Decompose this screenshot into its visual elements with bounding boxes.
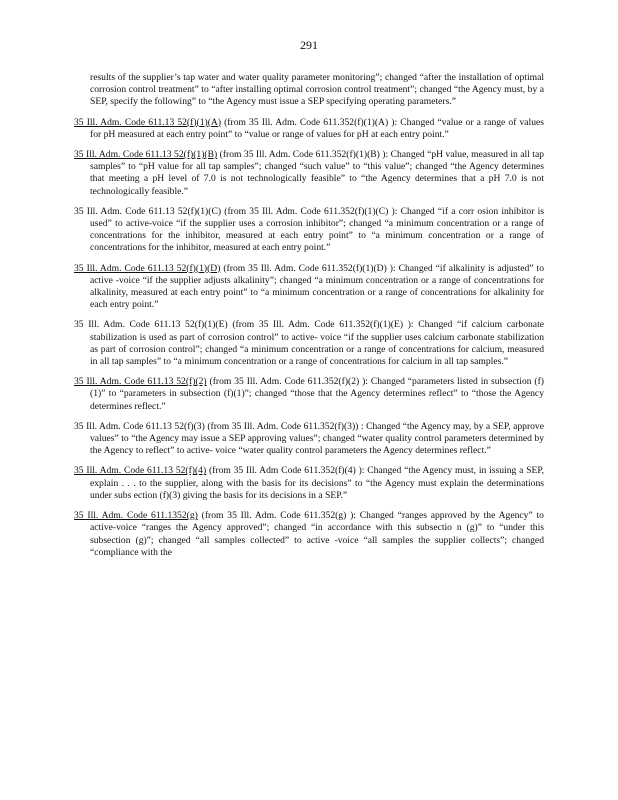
page-number: 291	[300, 38, 318, 52]
paragraph-611-1352-f-1-b	[74, 149, 544, 198]
citation: 35 Ill. Adm. Code 611.13 52(f)(1)(E)	[74, 319, 228, 331]
paragraph-611-1352-f-2	[74, 376, 544, 413]
citation: 35 Ill. Adm. Code 611.1352(g)	[74, 510, 198, 522]
citation: 35 Ill. Adm. Code 611.13 52(f)(1)(C)	[74, 205, 222, 217]
citation: 35 Ill. Adm. Code 611.13 52(f)(4)	[74, 465, 207, 477]
paragraph-611-1352-f-1-a	[74, 117, 544, 141]
citation: 35 Ill. Adm. Code 611.13 52(f)(1)(B)	[74, 149, 218, 161]
paragraph-611-1352-f-1-e	[74, 319, 544, 368]
paragraph-text: results of the supplier’s tap water and water quality parameter monitoring”; changed “after the installation of optimal corrosion control treatment” to “after installing optimal corrosion control treatment”; changed “the Agency must, by a SEP, specify the following” to “the Agency must issue a SEP specifying operating parameters.”	[90, 72, 544, 108]
paragraph-text: (from 35 Ill. Adm. Code 611.352(g) ): Changed “ranges approved by the Agency” to active-voice “ranges the Agency approved”; changed “in accordance with this subsectio n (g)” to “under this subsection (g)”; changed “all samples collected” to active -voice “all samples the supplier collects”; changed “compliance with the	[90, 510, 544, 558]
paragraph-611-1352-g	[74, 510, 544, 559]
citation: 35 Ill. Adm. Code 611.13 52(f)(3)	[74, 420, 205, 432]
paragraph-text: (from 35 Ill. Adm. Code 611.352(f)(1)(A) ): Changed “value or a range of values for pH measured at each entry point” to “value or range of values for pH at each entry point.”	[90, 116, 544, 140]
paragraph-611-1352-f-1-d	[74, 263, 544, 312]
document-body	[74, 72, 544, 567]
paragraph-text: (from 35 Ill. Adm. Code 611.352(f)(1)(E) ): Changed “if calcium carbonate stabilization is used as part of corrosion control” to active- voice “if the supplier uses calcium carbonate stabilization as part of corrosion control”; changed “a minimum concentration or a range of concentrations for calcium, measured in all tap samples” to “a minimum concentration or a range of concentrations for calcium in all tap samples.”	[90, 319, 544, 368]
paragraph-continuation	[74, 72, 544, 109]
paragraph-text: (from 35 Ill. Adm. Code 611.352(f)(2) ): Changed “parameters listed in subsection (f)(1)” to “parameters in subsection (f)(1)”; changed “those that the Agency determines reflect” to “those the Agency determines reflect.”	[90, 376, 545, 412]
citation: 35 Ill. Adm. Code 611.13 52(f)(2)	[74, 376, 207, 388]
paragraph-text: (from 35 Ill. Adm. Code 611.352(f)(1)(B) ): Changed “pH value, measured in all tap samples” to “pH value for all tap samples”; changed “such value” to “this value”; changed “the Agency determines that meeting a pH level of 7.0 is not technologically feasible” to “the Agency determines that a pH 7.0 is not technologically feasible.”	[90, 149, 544, 197]
paragraph-611-1352-f-3	[74, 421, 544, 458]
paragraph-611-1352-f-4	[74, 465, 544, 502]
citation: 35 Ill. Adm. Code 611.13 52(f)(1)(A)	[74, 116, 222, 128]
paragraph-text: (from 35 Ill. Adm. Code 611.352(f)(3)) : Changed “the Agency may, by a SEP, approve values” to “the Agency may issue a SEP approving values”; changed “water quality control parameters determined by the Agency to reflect” to active- voice “water quality control parameters the Agency determines reflect.”	[90, 420, 544, 457]
paragraph-text: (from 35 Ill. Adm Code 611.352(f)(4) ): Changed “the Agency must, in issuing a SEP, explain . . . to the supplier, along with the basis for its decisions” to “the Agency must explain the determinations under subs ection (f)(3) giving the basis for its decisions in a SEP.”	[90, 465, 545, 501]
citation: 35 Ill. Adm. Code 611.13 52(f)(1)(D)	[74, 262, 221, 274]
paragraph-text: (from 35 Ill. Adm. Code 611.352(f)(1)(C) ): Changed “if a corr osion inhibitor is used” to active-voice “if the supplier uses a corrosion inhibitor”; changed “a minimum concentration or a range of concentrations for the inhibitor, measured at each entry point” to “a minimum concentration or a range of concentrations for the inhibitor, measured at each entry point.”	[90, 205, 544, 254]
paragraph-text: (from 35 Ill. Adm. Code 611.352(f)(1)(D) ): Changed “if alkalinity is adjusted” to active -voice “if the supplier adjusts alkalinity”; changed “a minimum concentration or a range of concentrations for alkalinity, measured at each entry point” to “a minimum concentration or a range of concentrations for alkalinity for each entry point.”	[90, 262, 544, 311]
paragraph-611-1352-f-1-c	[74, 206, 544, 255]
